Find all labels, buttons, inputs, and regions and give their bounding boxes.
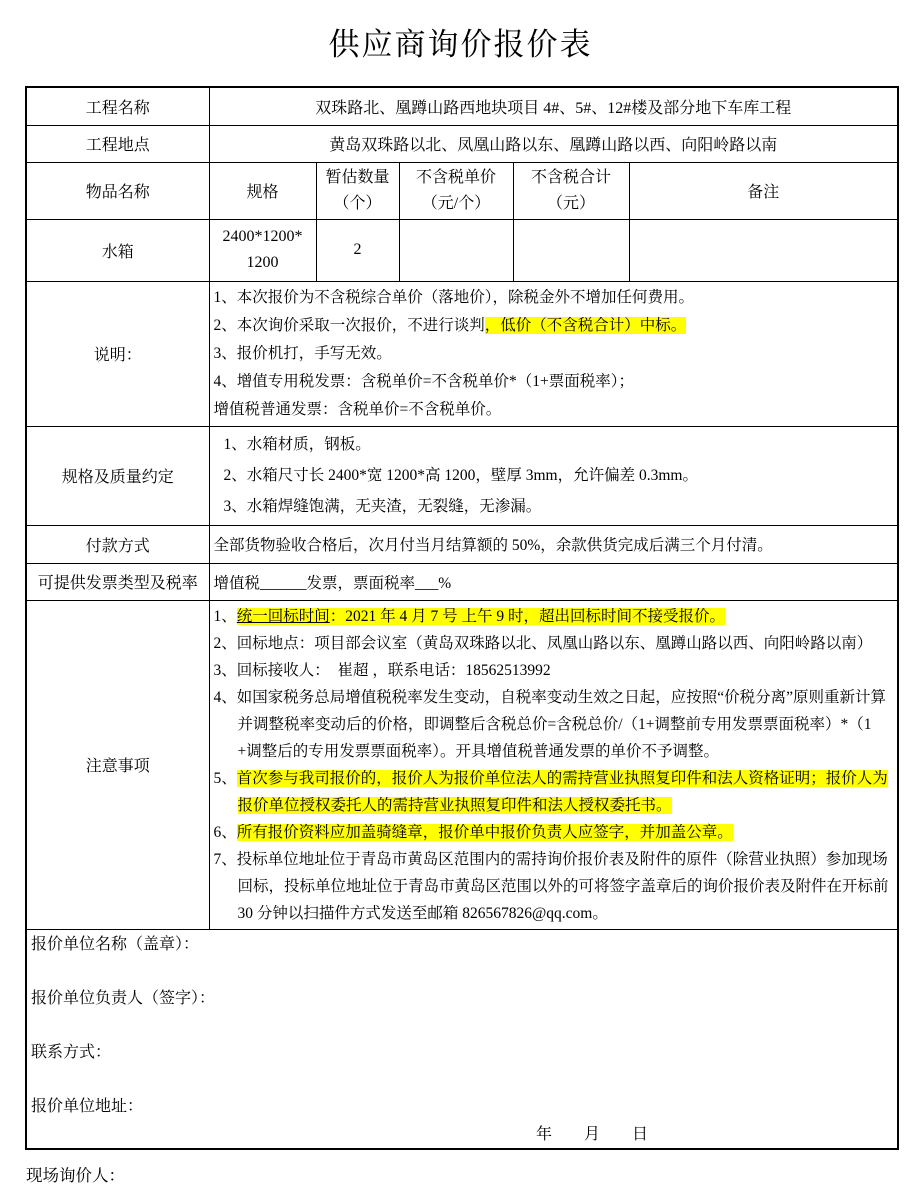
payment-row [26,525,898,563]
col-header-qty-line1: 暂估数量 [325,168,390,186]
notes-item5 [214,765,894,819]
spec-quality-row [26,426,898,525]
notes-label: 注意事项 [26,600,209,929]
page-title: 供应商询价报价表 [328,27,593,62]
shuoming-line2-pre: 2、本次询价采取一次报价，不进行谈判 [213,316,485,334]
item-spec-cell [209,219,316,281]
responsible-person-line: 报价单位负责人（签字）： [31,989,216,1007]
project-location-row [26,125,898,162]
item-header-row [26,162,898,219]
shuoming-label: 说明： [26,281,209,426]
shuoming-line1: 1、本次报价为不含税综合单价（落地价），除税金外不增加任何费用。 [213,288,695,306]
quotation-table [25,86,899,1150]
payment-label: 付款方式 [26,525,209,563]
notes-item5-highlight: 首次参与我司报价的，报价人为报价单位法人的需持营业执照复印件和法人资格证明；报价人为报价单位授权委托人的需持营业执照复印件和法人授权委托书。 [236,769,888,814]
notes-item2: 2、回标地点：项目部会议室（黄岛双珠路以北、凤凰山路以东、凰蹲山路以西、向阳岭路以南） [213,634,873,652]
col-header-qty-line2: （个） [333,194,382,212]
col-header-spec: 规格 [209,162,316,219]
item-remark-cell [629,219,898,281]
spec-quality-line3: 3、水箱焊缝饱满，无夹渣，无裂缝，无渗漏。 [223,498,542,515]
notes-item3: 3、回标接收人： 崔超 ，联系电话：18562513992 [213,661,551,679]
col-header-unit-price [399,162,513,219]
notes-content [209,600,898,929]
col-header-total [513,162,629,219]
shuoming-line2-highlight: ，低价（不含税合计）中标。 [484,316,687,334]
notes-item6-highlight: 所有报价资料应加盖骑缝章，报价单中报价负责人应签字，并加盖公章。 [236,823,733,841]
project-name-label: 工程名称 [26,87,209,125]
notes-item6 [214,819,894,846]
shuoming-row [26,281,898,426]
notes-item6-number: 6、 [213,823,237,841]
onsite-inquirer-line: 现场询价人： [26,1165,125,1185]
project-location-label: 工程地点 [26,125,209,162]
col-header-remark: 备注 [629,162,898,219]
date-line: 年 月 日 [536,1125,649,1143]
signature-row [26,929,898,1149]
item-spec-line1: 2400*1200* [222,228,303,245]
notes-item5-number: 5、 [213,769,237,787]
payment-value: 全部货物验收合格后，次月付当月结算额的 50%，余款供货完成后满三个月付清。 [209,525,898,563]
shuoming-line2 [214,312,894,340]
notes-item1-rest: ：2021 年 4 月 7 号 上午 9 时，超出回标时间不接受报价。 [329,607,726,625]
notes-item1-underlined: 统一回标时间 [236,607,330,625]
notes-item1 [214,603,894,630]
project-name-row [26,87,898,125]
project-name-value: 双珠路北、凰蹲山路西地块项目 4#、5#、12#楼及部分地下车库工程 [209,87,898,125]
notes-item1-number: 1、 [213,607,237,625]
item-name-cell: 水箱 [26,219,209,281]
spec-quality-line1: 1、水箱材质，钢板。 [223,436,371,453]
project-location-value: 黄岛双珠路以北、凤凰山路以东、凰蹲山路以西、向阳岭路以南 [209,125,898,162]
company-name-line: 报价单位名称（盖章）： [31,935,200,953]
shuoming-line4: 4、增值专用税发票：含税单价=不含税单价*（1+票面税率）； [213,372,634,390]
shuoming-line5: 增值税普通发票：含税单价=不含税单价。 [213,400,502,418]
item-row-water-tank [26,219,898,281]
notes-row [26,600,898,929]
address-line: 报价单位地址： [31,1097,144,1115]
col-header-qty [316,162,399,219]
signature-block [26,929,898,1149]
invoice-row [26,563,898,600]
spec-quality-content [209,426,898,525]
item-spec-line2: 1200 [246,254,279,271]
col-header-unit-price-line2: （元/个） [421,194,491,212]
col-header-unit-price-line1: 不含税单价 [415,168,496,186]
notes-item4: 4、如国家税务总局增值税税率发生变动，自税率变动生效之日起，应按照“价税分离”原则重新计算并调整税率变动后的价格，即调整后含税总价=含税总价/（1+调整前专用发票票面税率）*（1+调整后的专用发票票面税率）。开具增值税普通发票的单价不予调整。 [213,688,887,760]
item-total-cell [513,219,629,281]
col-header-total-line1: 不含税合计 [530,168,611,186]
invoice-label: 可提供发票类型及税率 [26,563,209,600]
col-header-item-name: 物品名称 [26,162,209,219]
item-qty-cell: 2 [316,219,399,281]
notes-item1-highlight [237,608,725,625]
spec-quality-label: 规格及质量约定 [26,426,209,525]
col-header-total-line2: （元） [546,194,595,212]
contact-line: 联系方式： [31,1043,112,1061]
spec-quality-line2: 2、水箱尺寸长 2400*宽 1200*高 1200，壁厚 3mm，允许偏差 0.3mm。 [223,467,698,484]
notes-item7: 7、投标单位地址位于青岛市黄岛区范围内的需持询价报价表及附件的原件（除营业执照）参加现场回标，投标单位地址位于青岛市黄岛区范围以外的可将签字盖章后的询价报价表及附件在开标前 30 分钟以扫描件方式发送至邮箱 826567826@qq.com。 [213,850,889,922]
invoice-value: 增值税______发票，票面税率___% [209,563,898,600]
shuoming-line3: 3、报价机打，手写无效。 [213,344,392,362]
shuoming-content [209,281,898,426]
item-unit-price-cell [399,219,513,281]
